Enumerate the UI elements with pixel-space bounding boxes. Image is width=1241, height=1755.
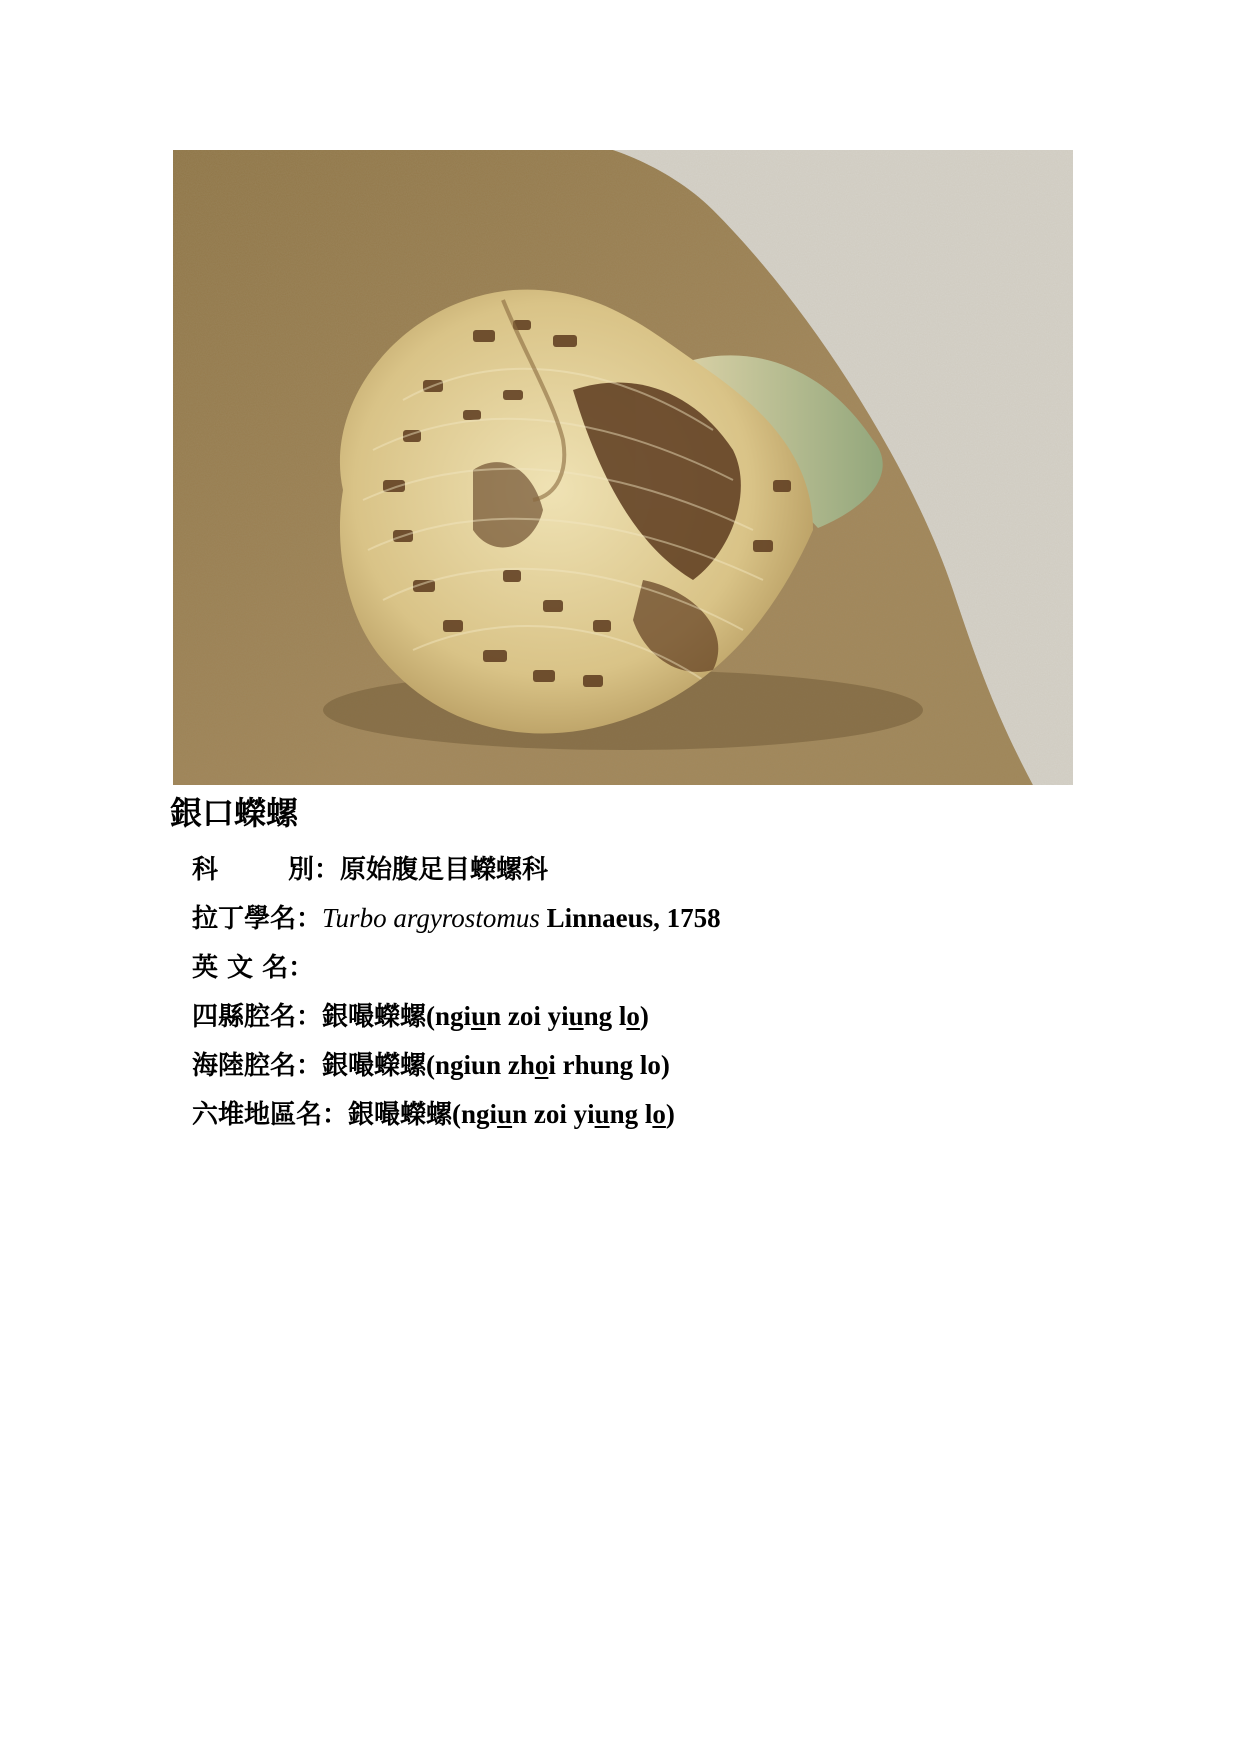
- info-list: [192, 845, 721, 1139]
- latin-author: Linnaeus, 1758: [539, 903, 721, 933]
- liudui-roman-3: ng l: [609, 1099, 653, 1129]
- liudui-roman-u2: u: [594, 1099, 610, 1129]
- latin-name-row: [192, 894, 721, 943]
- hailu-roman-1: (ngiun zh: [426, 1050, 535, 1080]
- liudui-colon: ：: [322, 1100, 349, 1130]
- liudui-hanzi: 銀嘬蠑螺: [348, 1100, 453, 1130]
- sixian-roman-2: n zoi yi: [486, 1001, 569, 1031]
- shell-photo: [173, 150, 1073, 785]
- hailu-name-row: [192, 1041, 721, 1090]
- english-name-row: [192, 943, 721, 992]
- liudui-roman-u1: u: [497, 1099, 513, 1129]
- sixian-label: 四縣腔名: [192, 1002, 297, 1032]
- english-label: 英 文 名: [192, 953, 289, 983]
- sixian-roman-u1: u: [471, 1001, 487, 1031]
- liudui-name-row: [192, 1090, 721, 1139]
- sixian-hanzi: 銀嘬蠑螺: [322, 1002, 427, 1032]
- family-value: 原始腹足目蠑螺科: [340, 855, 549, 885]
- hailu-roman-u1: o: [534, 1050, 549, 1080]
- english-colon: ：: [288, 953, 315, 983]
- liudui-roman-4: ): [665, 1099, 675, 1129]
- sixian-name-row: [192, 992, 721, 1041]
- liudui-roman-u3: o: [652, 1099, 666, 1129]
- sixian-roman-u3: o: [626, 1001, 640, 1031]
- family-row: [192, 845, 721, 894]
- latin-binomial: Turbo argyrostomus: [322, 903, 540, 933]
- hailu-colon: ：: [296, 1051, 323, 1081]
- sixian-roman-3: ng l: [583, 1001, 627, 1031]
- sixian-roman-u2: u: [568, 1001, 584, 1031]
- family-label-a: 科: [192, 855, 219, 885]
- latin-label: 拉丁學名: [192, 904, 297, 934]
- latin-colon: ：: [296, 904, 323, 934]
- sixian-roman-4: ): [639, 1001, 649, 1031]
- sixian-roman-1: (ngi: [426, 1001, 472, 1031]
- sixian-colon: ：: [296, 1002, 323, 1032]
- family-label-b: 別: [288, 855, 315, 885]
- hailu-roman-2: i rhung lo): [548, 1050, 670, 1080]
- liudui-roman-1: (ngi: [452, 1099, 498, 1129]
- liudui-label: 六堆地區名: [192, 1100, 323, 1130]
- species-title: 銀口蠑螺: [170, 794, 299, 832]
- liudui-roman-2: n zoi yi: [512, 1099, 595, 1129]
- hailu-hanzi: 銀嘬蠑螺: [322, 1051, 427, 1081]
- family-colon: ：: [314, 855, 341, 885]
- hailu-label: 海陸腔名: [192, 1051, 297, 1081]
